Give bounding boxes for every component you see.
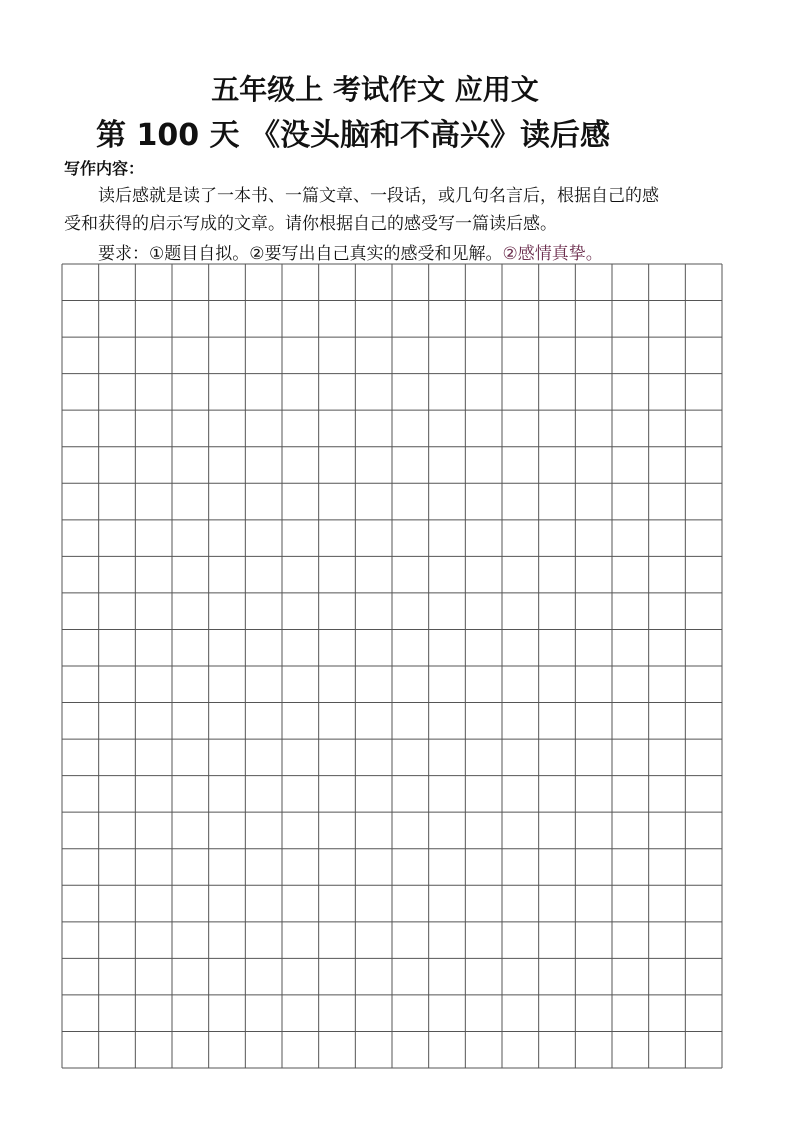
page-subtitle: 第 100 天 《没头脑和不高兴》读后感 [96, 118, 610, 153]
writing-content-label: 写作内容： [64, 159, 145, 178]
writing-grid[interactable] [61, 263, 723, 1069]
requirements-text: 要求：①题目自拟。②要写出自己真实的感受和见解。 [98, 244, 503, 264]
instruction-paragraph-line2: 受和获得的启示写成的文章。请你根据自己的感受写一篇读后感。 [64, 214, 557, 234]
requirements-accent-text: ②感情真挚。 [502, 244, 603, 264]
page-title: 五年级上 考试作文 应用文 [211, 73, 539, 106]
instruction-paragraph-line1: 读后感就是读了一本书、一篇文章、一段话，或几句名言后，根据自己的感 [98, 186, 659, 206]
